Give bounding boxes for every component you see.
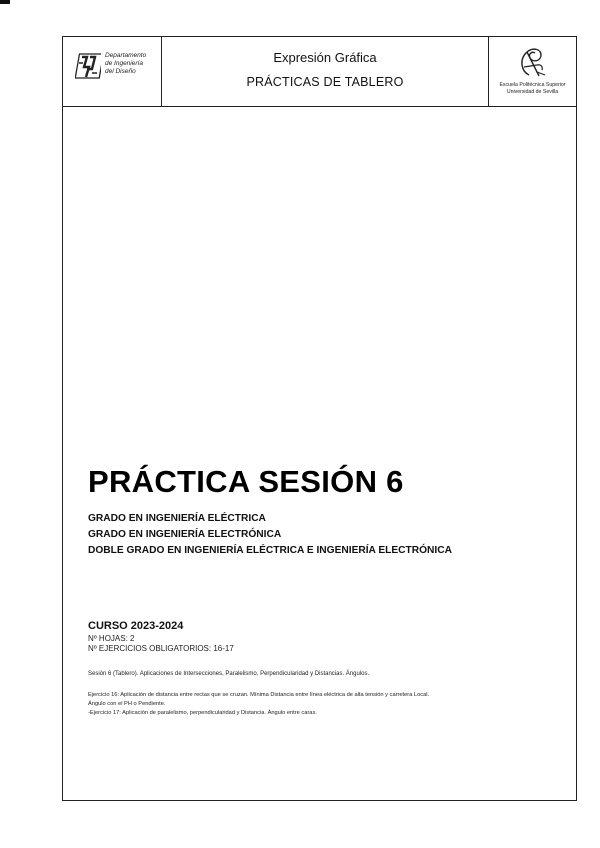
school-name-line: Escuela Politécnica Superior [499,82,566,88]
degree-item: GRADO EN INGENIERÍA ELÉCTRICA [88,513,266,524]
department-name [105,52,161,76]
exercise-line: -Ejercicio 17: Aplicación de paralelismo, perpendicularidad y Distancia. Ángulo entre caras. [88,710,317,716]
school-name-line: Universidad de Sevilla [506,88,559,95]
header-subtitle: PRÁCTICAS DE TABLERO [246,75,404,89]
department-name-line: del Diseño [105,68,136,75]
session-description: Sesión 6 (Tablero). Aplicaciones de Intersecciones, Paralelismo, Perpendicularidad y Distancias. Ángulos. [88,671,370,677]
exercise-line: Ejercicio 16: Aplicación de distancia entre rectas que se cruzan. Mínima Distancia entre línea eléctrica de alta tensión y carretera Local. [88,692,430,698]
school-cell [488,37,576,106]
exercise-line: Ángulo con el PH o Pendiente. [88,701,166,707]
exercise-list [88,691,558,718]
scan-corner-mark [0,0,10,4]
department-name-line: Departamento [105,52,147,59]
header-title-cell [162,37,488,106]
mandatory-exercises: Nº EJERCICIOS OBLIGATORIOS: 16-17 [88,644,234,653]
header-title: Expresión Gráfica [273,50,377,65]
course-meta [88,634,234,654]
school-logo-icon [515,45,549,79]
degree-list [88,511,452,559]
header [63,37,576,107]
department-cell [63,37,162,106]
degree-item: DOBLE GRADO EN INGENIERÍA ELÉCTRICA E INGENIERÍA ELECTRÓNICA [88,545,452,556]
page-frame [62,36,577,801]
degree-item: GRADO EN INGENIERÍA ELECTRÓNICA [88,529,282,540]
sheet-count: Nº HOJAS: 2 [88,634,135,643]
school-name [491,82,574,95]
department-logo-icon [75,51,101,81]
course-year: CURSO 2023-2024 [88,620,184,632]
department-name-line: de Ingeniería [105,60,143,67]
practice-title: PRÁCTICA SESIÓN 6 [88,464,404,499]
